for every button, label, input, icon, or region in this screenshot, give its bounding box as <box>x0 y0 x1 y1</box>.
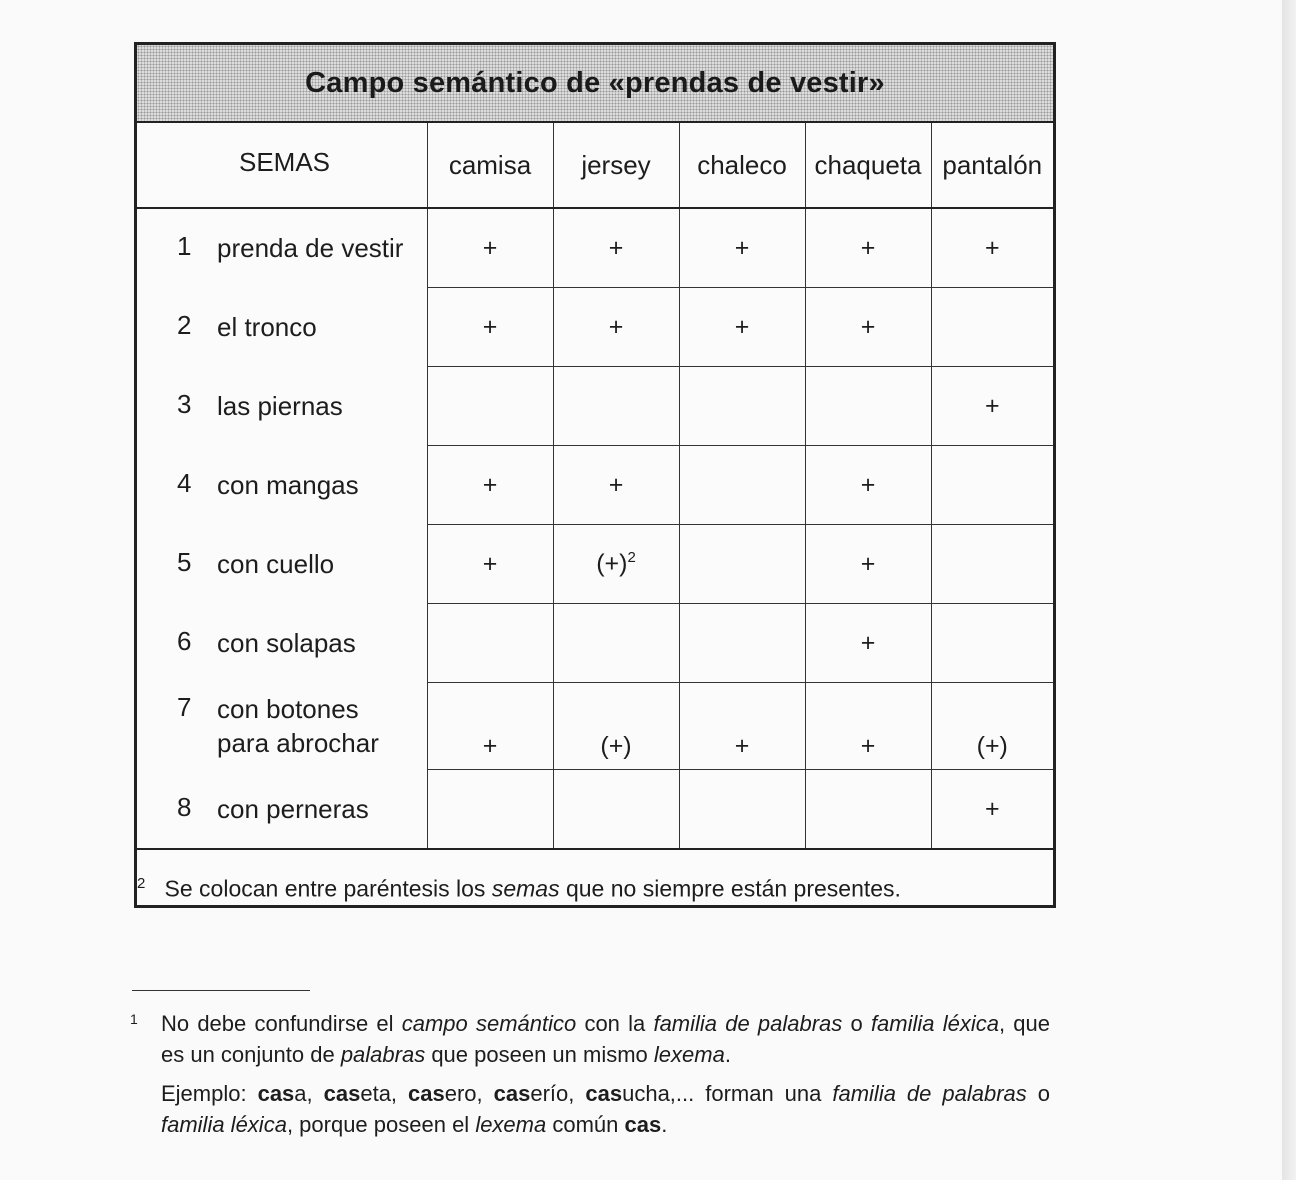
seme-value: + <box>482 732 498 760</box>
footnote-run: común <box>546 1112 625 1137</box>
footnote-run: familia de palabras <box>832 1081 1027 1106</box>
seme-cell <box>679 367 805 446</box>
footnote-run: lexema <box>475 1112 547 1137</box>
sema-label: con solapas <box>217 628 356 658</box>
footnote-run: familia léxica <box>161 1112 287 1137</box>
sema-label: con mangas <box>217 470 359 500</box>
seme-cell <box>805 446 931 525</box>
footnote-run: que poseen un mismo <box>425 1042 654 1067</box>
seme-cell <box>553 208 679 288</box>
footnote-ref: 2 <box>627 549 636 567</box>
table-row <box>137 683 1053 770</box>
seme-cell <box>679 208 805 288</box>
sema-cell <box>137 525 427 604</box>
seme-value: + <box>608 470 624 499</box>
seme-value: + <box>608 233 624 262</box>
column-header: jersey <box>553 123 679 208</box>
footnote-run: cas <box>493 1081 531 1106</box>
seme-cell <box>427 288 553 367</box>
header-row <box>137 123 1053 208</box>
seme-value: + <box>860 628 876 657</box>
seme-value: (+) <box>600 732 632 760</box>
seme-cell <box>427 770 553 850</box>
seme-cell <box>679 683 805 770</box>
footnote-mark: 1 <box>130 1011 138 1027</box>
seme-value: + <box>734 732 750 760</box>
sema-label: con cuello <box>217 549 335 579</box>
table-row <box>137 446 1053 525</box>
footnote-run: eta, <box>360 1081 409 1106</box>
sema-number: 8 <box>177 791 192 822</box>
seme-value: (+) <box>596 549 628 578</box>
seme-cell <box>679 525 805 604</box>
seme-cell <box>427 604 553 683</box>
seme-cell <box>805 288 931 367</box>
sema-label: el tronco <box>217 312 317 342</box>
seme-cell <box>427 525 553 604</box>
table-row <box>137 604 1053 683</box>
footnote-run: palabras <box>340 1042 426 1067</box>
table-row <box>137 208 1053 288</box>
seme-value: + <box>482 470 498 499</box>
seme-cell <box>805 770 931 850</box>
page-edge-shadow <box>1282 0 1296 1180</box>
seme-cell <box>931 208 1053 288</box>
seme-value: + <box>984 794 1000 823</box>
seme-value: + <box>482 233 498 262</box>
sema-cell <box>137 683 427 770</box>
sema-number: 4 <box>177 468 192 498</box>
footnote-run: cas <box>624 1112 662 1137</box>
note-mark: 2 <box>137 875 146 893</box>
footnote-run: campo semántico <box>401 1011 577 1036</box>
seme-cell <box>427 208 553 288</box>
footnote-run: , porque poseen el <box>286 1112 476 1137</box>
seme-cell <box>427 367 553 446</box>
seme-value: + <box>860 233 876 262</box>
table-row <box>137 525 1053 604</box>
column-header: chaqueta <box>805 123 931 208</box>
seme-cell <box>931 446 1053 525</box>
seme-value: + <box>860 549 876 578</box>
sema-label: con perneras <box>217 793 369 824</box>
seme-value: + <box>734 233 750 262</box>
footnote-paragraph-definition <box>161 1008 1050 1070</box>
table-row <box>137 288 1053 367</box>
semes-grid <box>137 123 1053 928</box>
seme-value: (+) <box>976 732 1008 760</box>
seme-cell <box>679 446 805 525</box>
seme-cell <box>805 208 931 288</box>
table-row <box>137 770 1053 850</box>
seme-cell <box>805 367 931 446</box>
seme-value: + <box>984 391 1000 420</box>
sema-cell <box>137 367 427 446</box>
footnote-paragraph-example <box>161 1078 1050 1140</box>
footnote-run: cas <box>323 1081 361 1106</box>
column-header: camisa <box>427 123 553 208</box>
table-row <box>137 367 1053 446</box>
seme-cell <box>679 770 805 850</box>
footnote-run: o <box>842 1011 871 1036</box>
seme-value: + <box>482 549 498 578</box>
table-title: Campo semántico de «prendas de vestir» <box>305 66 885 99</box>
seme-cell <box>805 525 931 604</box>
sema-cell <box>137 770 427 850</box>
table-note-row <box>137 849 1053 928</box>
seme-cell <box>931 770 1053 850</box>
semas-header: SEMAS <box>137 123 427 208</box>
sema-cell <box>137 446 427 525</box>
seme-cell <box>679 288 805 367</box>
seme-cell <box>931 288 1053 367</box>
seme-value: + <box>984 233 1000 262</box>
footnote-run: . <box>724 1042 731 1067</box>
footnote-run: , que es un conjunto de <box>161 1011 1050 1067</box>
seme-cell <box>553 367 679 446</box>
sema-label <box>217 692 379 760</box>
footnote-run: cas <box>585 1081 623 1106</box>
sema-number: 6 <box>177 626 192 656</box>
sema-cell <box>137 604 427 683</box>
note-text-before: Se colocan entre paréntesis los <box>164 875 492 902</box>
seme-cell <box>553 288 679 367</box>
seme-cell <box>553 683 679 770</box>
sema-label-line: con botones <box>217 694 359 724</box>
seme-cell <box>805 604 931 683</box>
note-text-after: que no siempre están presentes. <box>559 875 901 902</box>
column-header: pantalón <box>931 123 1053 208</box>
seme-cell <box>553 525 679 604</box>
seme-cell <box>931 683 1053 770</box>
column-header: chaleco <box>679 123 805 208</box>
seme-cell <box>679 604 805 683</box>
semantic-field-table <box>134 42 1056 908</box>
footnote-rule <box>132 990 310 991</box>
seme-value: + <box>482 312 498 341</box>
footnote-run: . <box>661 1112 668 1137</box>
sema-number: 7 <box>177 692 192 722</box>
seme-value: + <box>860 470 876 499</box>
sema-label-line: para abrochar <box>217 728 379 758</box>
sema-cell <box>137 208 427 288</box>
sema-number: 5 <box>177 547 192 577</box>
seme-value: + <box>608 312 624 341</box>
seme-cell <box>553 604 679 683</box>
sema-cell <box>137 288 427 367</box>
footnote-run: familia de palabras <box>653 1011 843 1036</box>
footnote-run: o <box>1026 1081 1050 1106</box>
seme-cell <box>553 770 679 850</box>
footnote <box>130 1008 1050 1148</box>
footnote-run: No debe confundirse el <box>161 1011 402 1036</box>
sema-label: las piernas <box>217 391 343 421</box>
footnote-run: cas <box>408 1081 445 1106</box>
footnote-run: Ejemplo: <box>161 1081 258 1106</box>
seme-cell <box>427 446 553 525</box>
note-text-italic: semas <box>491 875 560 902</box>
sema-number: 3 <box>177 389 192 419</box>
table-title-bar <box>137 45 1053 123</box>
sema-label: prenda de vestir <box>217 233 404 264</box>
footnote-run: cas <box>257 1081 295 1106</box>
sema-number: 1 <box>177 231 192 262</box>
seme-value: + <box>734 312 750 341</box>
seme-cell <box>805 683 931 770</box>
footnote-run: a, <box>294 1081 324 1106</box>
seme-value: + <box>860 732 876 760</box>
seme-cell <box>553 446 679 525</box>
seme-value: + <box>860 312 876 341</box>
footnote-run: lexema <box>653 1042 725 1067</box>
sema-number: 2 <box>177 310 192 340</box>
seme-cell <box>931 525 1053 604</box>
footnote-run: erío, <box>530 1081 586 1106</box>
footnote-run: con la <box>576 1011 654 1036</box>
footnote-run: ero, <box>444 1081 494 1106</box>
seme-cell <box>427 683 553 770</box>
table-note <box>137 849 1053 928</box>
footnote-run: ucha,... forman una <box>622 1081 833 1106</box>
seme-cell <box>931 604 1053 683</box>
footnote-run: familia léxica <box>870 1011 999 1036</box>
seme-cell <box>931 367 1053 446</box>
